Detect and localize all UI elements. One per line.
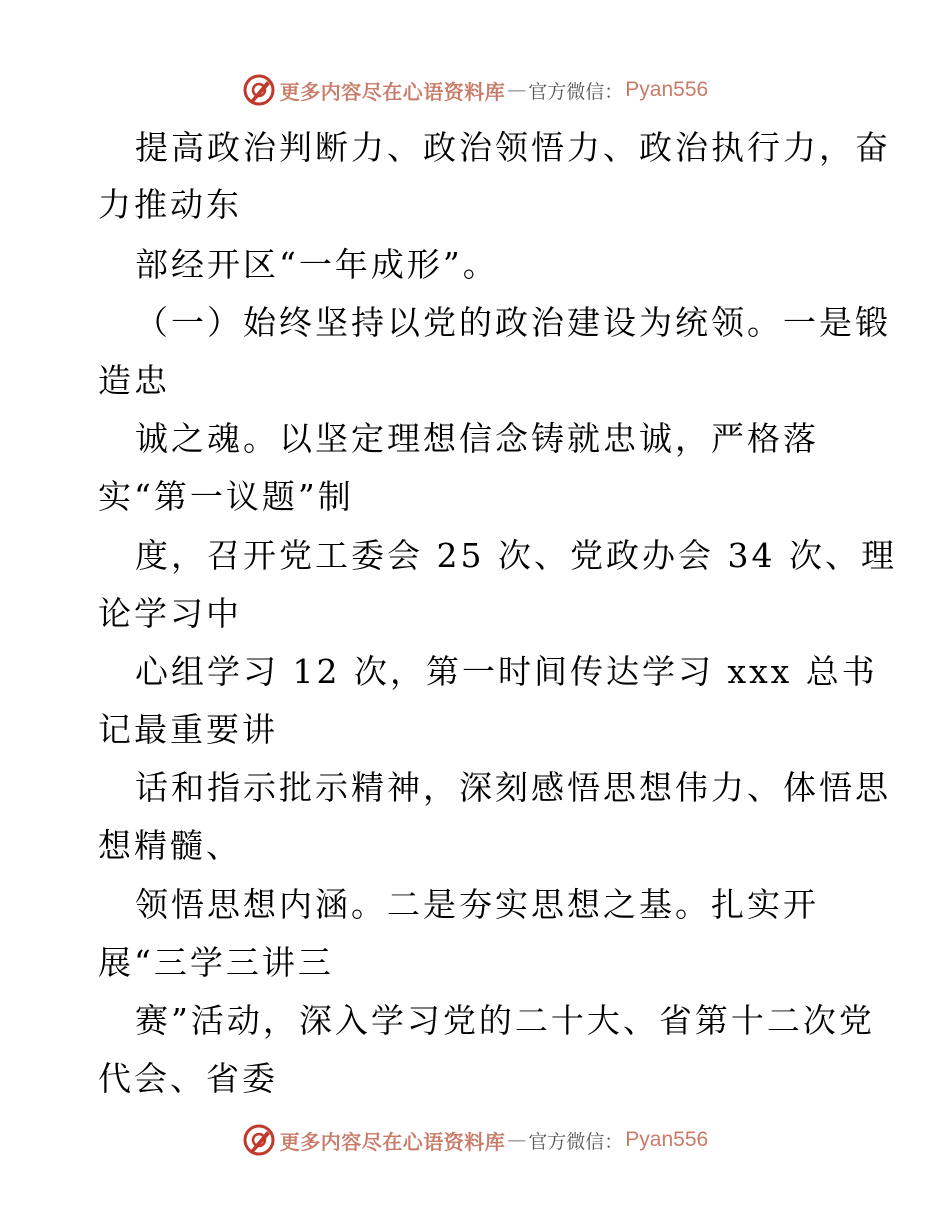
watermark-wechat-label: 官方微信： [528,80,624,103]
watermark-wechat-label: 官方微信： [528,1130,624,1153]
text-line: 造忠 [98,361,170,400]
text-line: 实“第一议题”制 [98,477,354,516]
text-line: 力推动东 [98,185,242,224]
text-line: 代会、省委 [98,1059,278,1098]
watermark-brand-text: 更多内容尽在心语资料库 [279,79,506,104]
watermark-separator: — [507,1129,527,1151]
text-line: 记最重要讲 [98,710,278,749]
text-line: 赛”活动，深入学习党的二十大、省第十二次党 [135,1001,875,1040]
pen-circle-icon [242,73,276,107]
text-line: 度，召开党工委会 25 次、党政办会 34 次、理 [135,536,897,575]
watermark-brand-text: 更多内容尽在心语资料库 [279,1129,506,1154]
text-line: 论学习中 [98,594,242,633]
watermark-separator: — [507,79,527,101]
watermark-header [0,70,950,110]
text-line: 心组学习 12 次，第一时间传达学习 xxx 总书 [135,652,878,691]
watermark-wechat-id: Pyan556 [625,78,709,101]
pen-circle-icon [242,1123,276,1157]
text-line: 想精髓、 [98,826,242,865]
text-line: 部经开区“一年成形”。 [135,245,499,284]
text-line: （一）始终坚持以党的政治建设为统领。一是锻 [135,303,891,342]
text-line: 领悟思想内涵。二是夯实思想之基。扎实开 [135,885,819,924]
watermark-wechat-id: Pyan556 [625,1128,709,1151]
text-line: 话和指示批示精神，深刻感悟思想伟力、体悟思 [135,768,891,807]
text-line: 提高政治判断力、政治领悟力、政治执行力，奋 [135,128,891,167]
watermark-footer [0,1120,950,1160]
text-line: 展“三学三讲三 [98,943,334,982]
text-line: 诚之魂。以坚定理想信念铸就忠诚，严格落 [135,419,819,458]
